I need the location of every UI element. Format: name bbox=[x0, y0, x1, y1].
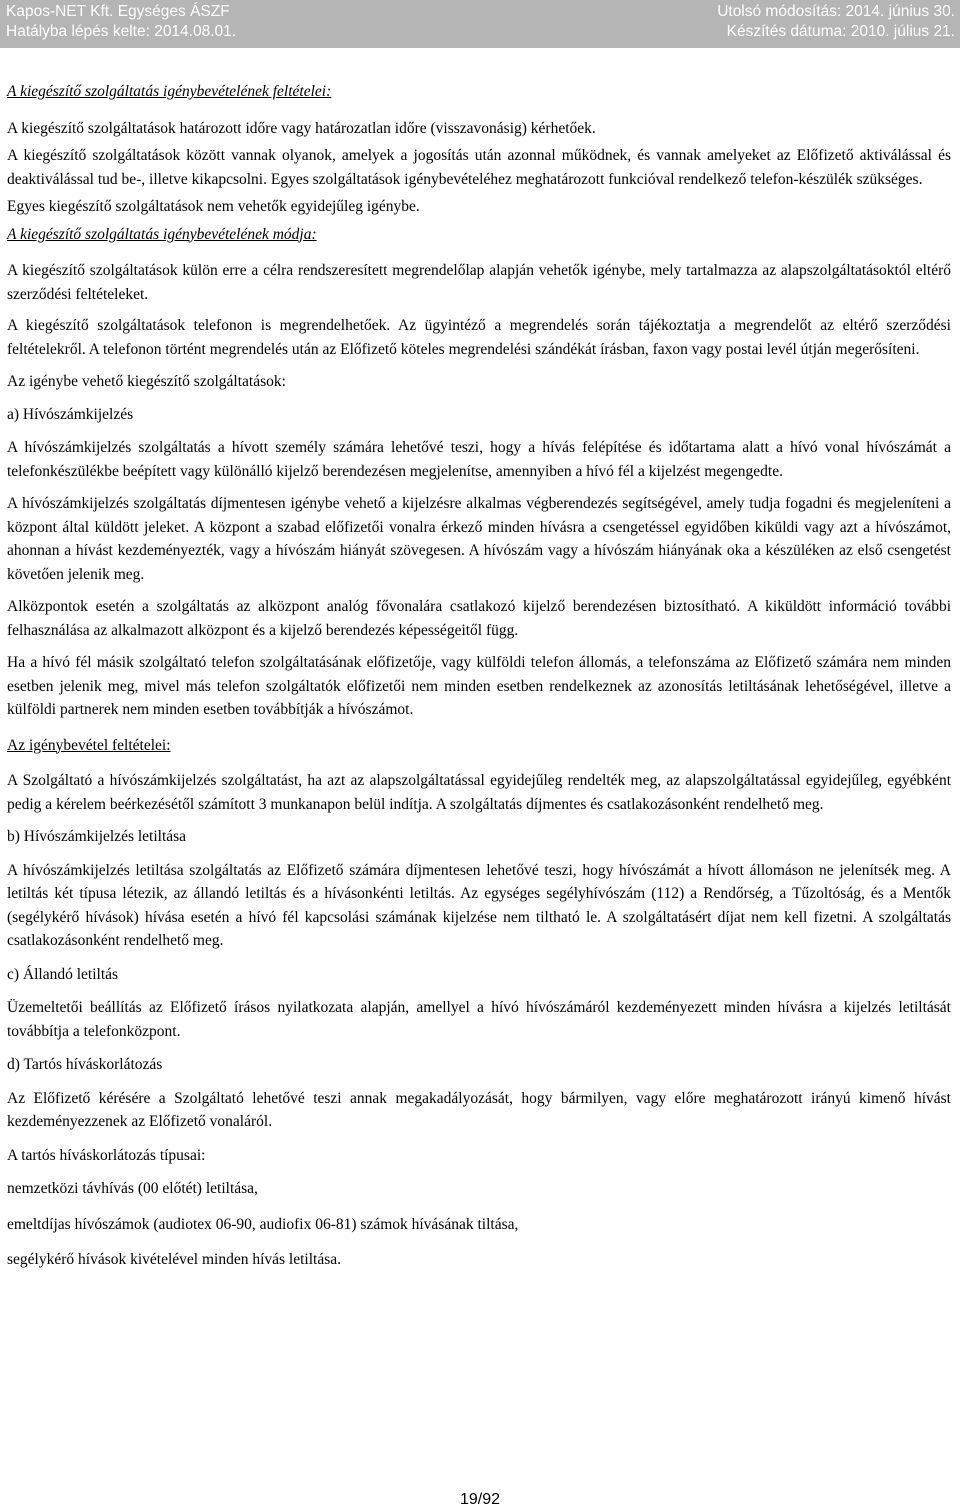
paragraph: A tartós híváskorlátozás típusai: bbox=[7, 1146, 206, 1164]
list-item: emeltdíjas hívószámok (audiotex 06-90, audiofix 06-81) számok hívásának tiltása, bbox=[7, 1215, 519, 1233]
paragraph: A kiegészítő szolgáltatások külön erre a célra rendszeresített megrendelőlap alapján vehetők igénybe, mely tartalmazza az alapszolgáltatásoktól eltérő szerződési feltételeket. bbox=[7, 262, 951, 303]
list-item: segélykérő hívások kivételével minden hívás letiltása. bbox=[7, 1251, 342, 1268]
subsection-title: a) Hívószámkijelzés bbox=[7, 405, 134, 423]
document-body bbox=[7, 80, 951, 1272]
page-number: 19/92 bbox=[459, 1491, 501, 1508]
paragraph: A kiegészítő szolgáltatások telefonon is megrendelhetőek. Az ügyintéző a megrendelés során tájékoztatja a megrendelőt az eltérő szerződési feltételekről. A telefonon történt megrendelés után az Előfizető köteles megrendelési szándékát írásban, faxon vagy postai levél útján megerősíteni. bbox=[7, 317, 951, 358]
paragraph: A Szolgáltató a hívószámkijelzés szolgáltatást, ha azt az alapszolgáltatással egyidejűleg rendelték meg, az alapszolgáltatással egyidejűleg, egyébként pedig a kérelem beérkezésétől számított 3 munkanapon belül indítja. A szolgáltatás díjmentes és csatlakozásonként rendelhető meg. bbox=[7, 772, 951, 813]
paragraph: A kiegészítő szolgáltatások határozott időre vagy határozatlan időre (visszavonásig) kérhetőek. bbox=[7, 119, 596, 137]
paragraph: Egyes kiegészítő szolgáltatások nem vehetők egyidejűleg igénybe. bbox=[7, 198, 420, 215]
subsection-title: b) Hívószámkijelzés letiltása bbox=[7, 828, 187, 845]
paragraph: A hívószámkijelzés szolgáltatás a hívott személy számára lehetővé teszi, hogy a hívás felépítése és időtartama alatt a hívó vonal hívószámát a telefonkészülékbe beépített vagy különálló kijelző berendezésen megjelenítse, amennyiben a hívó fél a kijelzést megengedte. bbox=[7, 439, 951, 480]
section-heading: A kiegészítő szolgáltatás igénybevételének feltételei: bbox=[7, 83, 332, 100]
paragraph: Az igénybe vehető kiegészítő szolgáltatások: bbox=[7, 373, 286, 390]
subsection-title: c) Állandó letiltás bbox=[7, 965, 119, 983]
paragraph: A kiegészítő szolgáltatások között vannak olyanok, amelyek a jogosítás után azonnal működnek, és vannak amelyeket az Előfizető aktiválással és deaktiválással tud be-, illetve kikapcsolni. Egyes szolgáltatások igénybevételéhez meghatározott funkcióval rendelkező telefon-készülék szükséges. bbox=[7, 147, 951, 188]
paragraph: Alközpontok esetén a szolgáltatás az alközpont analóg fővonalára csatlakozó kijelző berendezésen biztosítható. A kiküldött információ további felhasználása az alkalmazott alközpont és a kijelző berendezés képességeitől függ. bbox=[7, 598, 951, 639]
header-created-date: Készítés dátuma: 2010. július 21. bbox=[726, 23, 955, 40]
section-heading: A kiegészítő szolgáltatás igénybevételének módja: bbox=[7, 225, 317, 243]
section-heading: Az igénybevétel feltételei: bbox=[7, 736, 171, 754]
paragraph: A hívószámkijelzés szolgáltatás díjmentesen igénybe vehető a kijelzésre alkalmas végberendezés segítségével, amely tudja fogadni és megjeleníteni a központ által küldött jeleket. A központ a szabad előfizetői vonalra érkező minden hívásra a csengetéssel egyidőben kiküldi vagy azt a hívószámot, ahonnan a hívást kezdeményezték, vagy a hívószám hiányát szövegesen. A hívószám vagy a hívószám hiányának oka a készüléken az első csengetést követően jelenik meg. bbox=[7, 495, 951, 583]
document-header bbox=[0, 0, 960, 48]
paragraph: A hívószámkijelzés letiltása szolgáltatás az Előfizető számára díjmentesen lehetővé teszi, hogy hívószámát a hívott állomáson ne jelenítsék meg. A letiltás két típusa létezik, az állandó letiltás és a hívásonkénti letiltás. Az egységes segélyhívószám (112) a Rendőrség, a Tűzoltóság, és a Mentők (segélykérő hívások) hívása esetén a hívó fél kapcsolási számának kijelzése nem tiltható le. A szolgáltatásért díjat nem kell fizetni. A szolgáltatás csatlakozásonként rendelhető meg. bbox=[7, 861, 951, 949]
header-company: Kapos-NET Kft. Egységes ÁSZF bbox=[6, 3, 230, 20]
header-effective-date: Hatályba lépés kelte: 2014.08.01. bbox=[6, 23, 237, 40]
paragraph: Az Előfizető kérésére a Szolgáltató lehetővé teszi annak megakadályozását, hogy bármilyen, vagy előre meghatározott irányú kimenő hívást kezdeményezzenek az Előfizető vonaláról. bbox=[7, 1089, 951, 1130]
paragraph: Ha a hívó fél másik szolgáltató telefon szolgáltatásának előfizetője, vagy külföldi telefon állomás, a telefonszáma az Előfizető számára nem minden esetben jelenik meg, mivel más telefon szolgáltatók előfizetői nem minden esetben rendelkeznek az azonosítás letiltásának lehetőségével, illetve a külföldi partnerek nem minden esetben továbbítják a hívószámot. bbox=[7, 654, 951, 718]
subsection-title: d) Tartós híváskorlátozás bbox=[7, 1056, 163, 1073]
header-modified-date: Utolsó módosítás: 2014. június 30. bbox=[717, 3, 955, 20]
list-item: nemzetközi távhívás (00 előtét) letiltása, bbox=[7, 1180, 258, 1197]
paragraph: Üzemeltetői beállítás az Előfizető írásos nyilatkozata alapján, amellyel a hívó hívószámáról kezdeményezett minden hívásra a kijelzés letiltását továbbítja a telefonközpont. bbox=[7, 999, 951, 1040]
